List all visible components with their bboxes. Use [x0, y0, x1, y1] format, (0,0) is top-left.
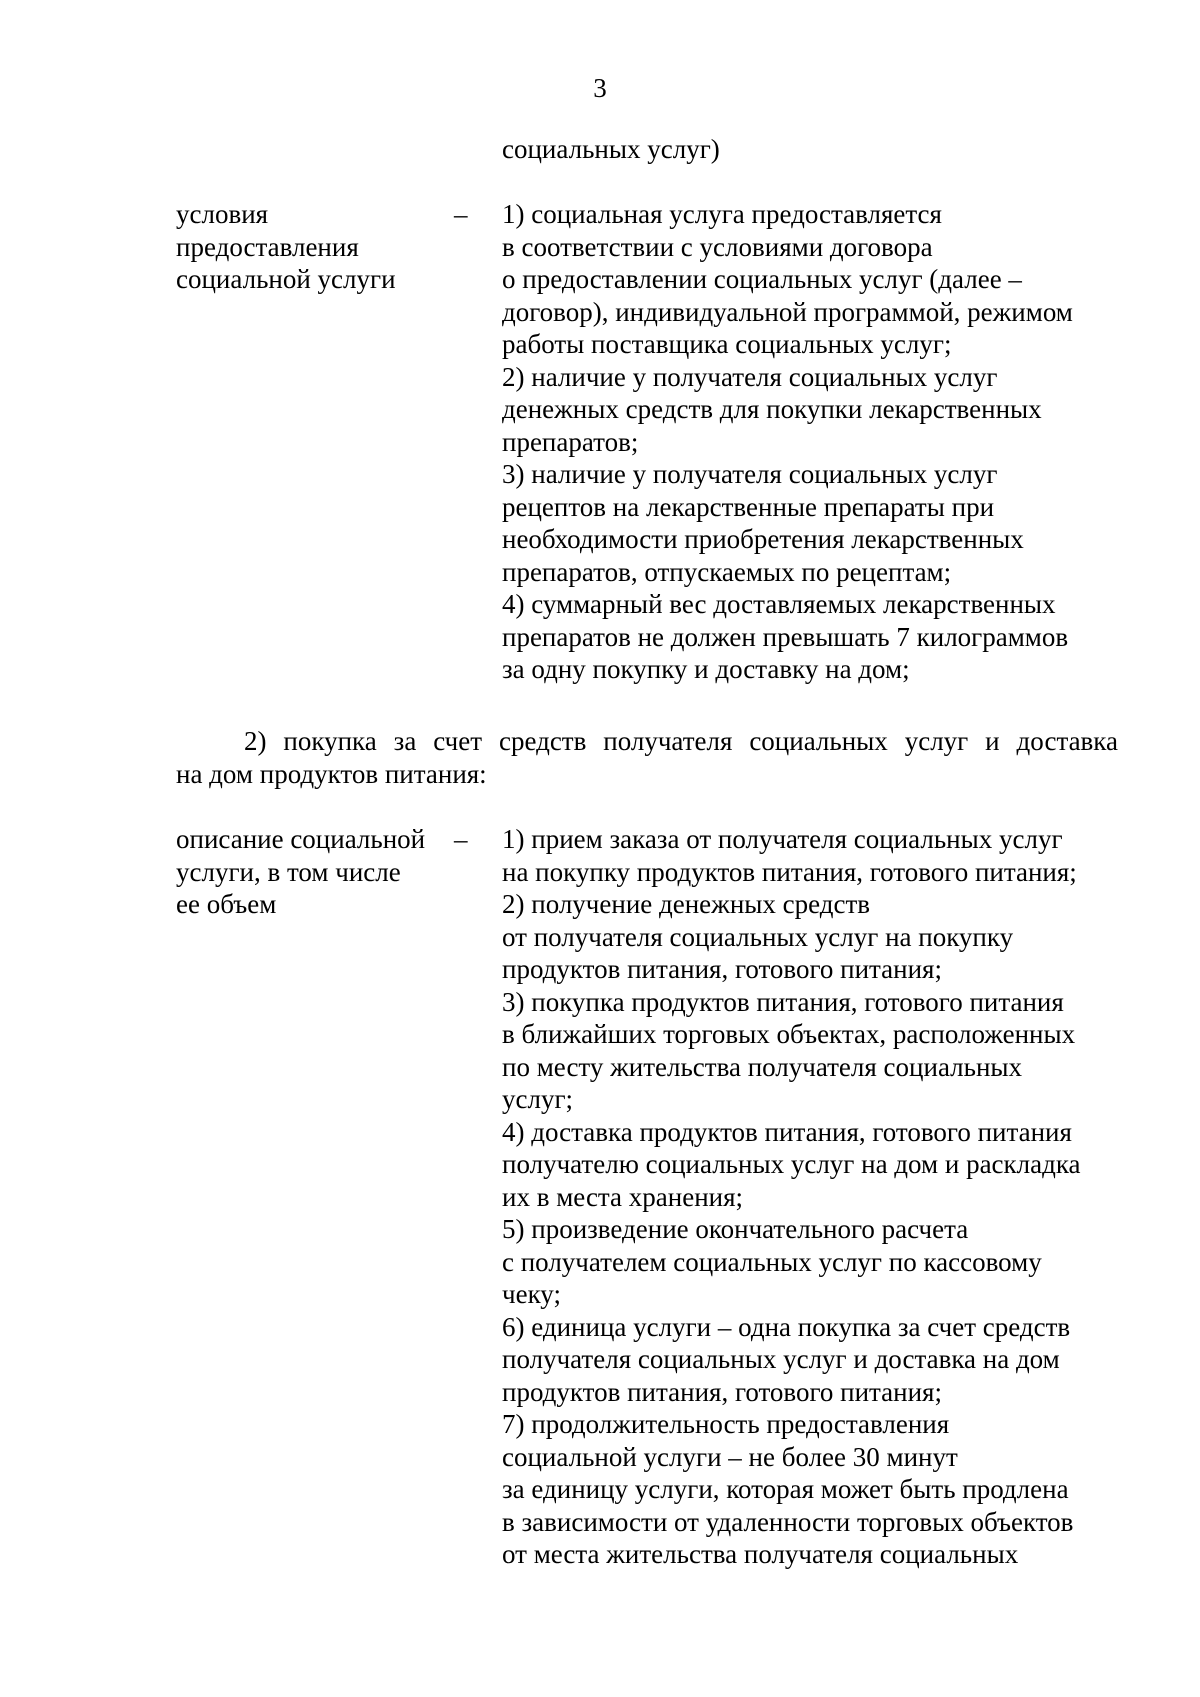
text-line: продуктов питания, готового питания;: [502, 954, 942, 984]
text-line: услуг;: [502, 1084, 574, 1114]
text-line: в зависимости от удаленности торговых объектов: [502, 1506, 1074, 1537]
text-line: их в места хранения;: [502, 1181, 744, 1212]
text-line: социальных услуг): [502, 134, 720, 164]
text-line: с получателем социальных услуг по кассовому: [502, 1246, 1042, 1277]
label-line: ее объем: [176, 889, 277, 919]
text-line: 3) покупка продуктов питания, готового питания: [502, 986, 1064, 1017]
text-line: 4) суммарный вес доставляемых лекарственных: [502, 589, 1056, 619]
conditions-label: [176, 198, 446, 296]
text-line: 6) единица услуги – одна покупка за счет средств: [502, 1311, 1071, 1342]
dash-separator: –: [454, 824, 468, 854]
text-line: рецептов на лекарственные препараты при: [502, 491, 995, 522]
page-number: 3: [593, 73, 607, 103]
text-line: работы поставщика социальных услуг;: [502, 329, 952, 359]
text-line: 5) произведение окончательного расчета: [502, 1214, 969, 1244]
continuation-text: [502, 133, 1122, 166]
label-line: услуги, в том числе: [176, 856, 401, 887]
text-line: необходимости приобретения лекарственных: [502, 524, 1024, 554]
text-line: от получателя социальных услуг на покупку: [502, 921, 1014, 952]
text-line: 1) социальная услуга предоставляется: [502, 199, 942, 229]
section-2-paragraph: [176, 725, 1118, 790]
text-line: 2) наличие у получателя социальных услуг: [502, 361, 998, 392]
text-line: о предоставлении социальных услуг (далее –: [502, 264, 1022, 294]
text-line: в соответствии с условиями договора: [502, 231, 933, 262]
text-line: в ближайших торговых объектах, расположенных: [502, 1019, 1076, 1049]
text-line: на покупку продуктов питания, готового питания;: [502, 856, 1077, 887]
text-line: препаратов;: [502, 426, 639, 457]
text-line: 3) наличие у получателя социальных услуг: [502, 459, 998, 489]
text-line: препаратов, отпускаемых по рецептам;: [502, 556, 952, 587]
text-line: договор), индивидуальной программой, режимом: [502, 296, 1073, 327]
text-line: денежных средств для покупки лекарственных: [502, 394, 1042, 424]
conditions-content: [502, 198, 1122, 686]
dash-separator: –: [454, 199, 468, 229]
text-line: чеку;: [502, 1279, 561, 1309]
text-line: получателю социальных услуг на дом и раскладка: [502, 1149, 1081, 1179]
paragraph-line: на дом продуктов питания:: [176, 758, 487, 789]
text-line: получателя социальных услуг и доставка на дом: [502, 1344, 1060, 1374]
label-line: условия: [176, 199, 269, 229]
text-line: за одну покупку и доставку на дом;: [502, 654, 910, 684]
text-line: препаратов не должен превышать 7 килограммов: [502, 621, 1069, 652]
text-line: продуктов питания, готового питания;: [502, 1376, 942, 1407]
label-line: социальной услуги: [176, 264, 396, 294]
paragraph-line: 2) покупка за счет средств получателя социальных услуг и доставка: [244, 726, 1118, 756]
description-content: [502, 823, 1122, 1571]
label-line: предоставления: [176, 231, 359, 262]
label-line: описание социальной: [176, 824, 426, 854]
text-line: по месту жительства получателя социальных: [502, 1051, 1023, 1082]
text-line: за единицу услуги, которая может быть продлена: [502, 1474, 1069, 1504]
description-label: [176, 823, 446, 921]
text-line: 4) доставка продуктов питания, готового питания: [502, 1116, 1072, 1147]
text-line: 2) получение денежных средств: [502, 889, 871, 919]
text-line: 1) прием заказа от получателя социальных услуг: [502, 824, 1063, 854]
text-line: 7) продолжительность предоставления: [502, 1409, 950, 1439]
text-line: социальной услуги – не более 30 минут: [502, 1441, 958, 1472]
text-line: от места жительства получателя социальных: [502, 1539, 1019, 1569]
